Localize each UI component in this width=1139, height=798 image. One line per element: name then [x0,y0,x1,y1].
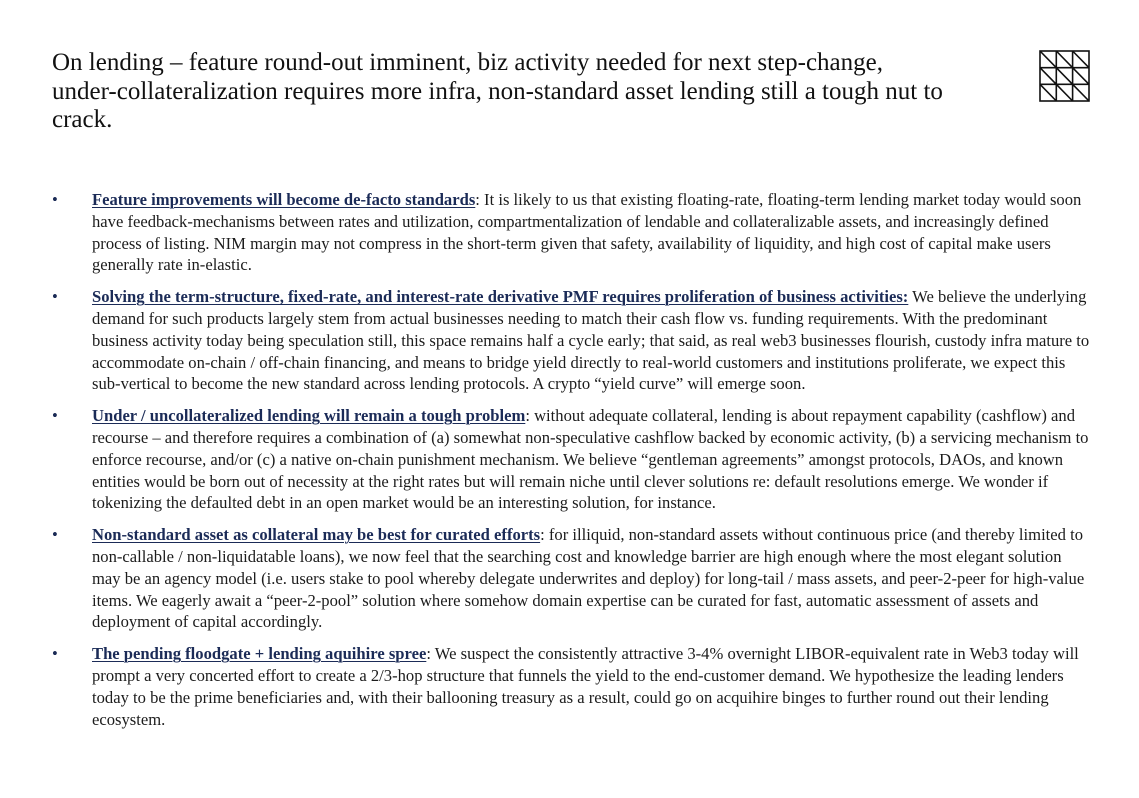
list-item [52,405,1092,514]
bullet-marker: • [52,287,58,307]
grid-logo-icon [1039,50,1090,102]
bullet-heading: Under / uncollateralized lending will remain a tough problem [92,406,526,426]
bullet-marker: • [52,190,58,209]
page-title: On lending – feature round-out imminent, biz activity needed for next step-change, under-collateralization requires more infra, non-standard asset lending still a tough nut to crack. [52,49,943,133]
list-item [52,643,1092,730]
bullet-body: : We suspect the consistently attractive 3-4% overnight LIBOR-equivalent rate in Web3 today will prompt a very concerted effort to create a 2/3-hop structure that funnels the yield to the end-customer demand. We hypothesize the leading lenders today to be the prime beneficiaries and, with their ballooning treasury as a result, could go on acquihire binges to further round out their lending ecosystem. [92,644,1079,729]
list-item [52,189,1092,276]
bullet-marker: • [52,406,58,426]
bullet-heading: Solving the term-structure, fixed-rate, and interest-rate derivative PMF requires proliferation of business activities: [92,287,909,307]
bullet-body: : without adequate collateral, lending is about repayment capability (cashflow) and recourse – and therefore requires a combination of (a) somewhat non-speculative cashflow backed by economic activity, (b) a servicing mechanism to enforce recourse, and/or (c) a native on-chain punishment mechanism. We believe “gentleman agreements” amongst protocols, DAOs, and known entities would be born out of necessity at the right rates but will remain niche until clever solutions re: default resolutions emerge. We wonder if tokenizing the defaulted debt in an open market would be an interesting solution, for instance. [92,406,1089,513]
bullet-marker: • [52,525,58,545]
bullet-heading: Non-standard asset as collateral may be best for curated efforts [92,525,541,545]
bullet-body: : It is likely to us that existing floating-rate, floating-term lending market today would soon have feedback-mechanisms between rates and utilization, compartmentalization of lendable and collateralizable assets, and increasingly defined process of listing. NIM margin may not compress in the short-term given that safety, availability of liquidity, and high cost of capital make users generally rate in-elastic. [92,190,1082,275]
bullet-list [52,189,1092,740]
bullet-heading: The pending floodgate + lending aquihire spree [92,644,427,664]
bullet-body: : for illiquid, non-standard assets without continuous price (and thereby limited to non-callable / non-liquidatable loans), we now feel that the searching cost and knowledge barrier are high enough where the most elegant solution may be an agency model (i.e. users stake to pool whereby delegate underwrites and deploy) for long-tail / mass assets, and peer-2-peer for high-value items. We eagerly await a “peer-2-pool” solution where somehow domain expertise can be curated for fast, automatic assessment of assets and deployment of capital accordingly. [92,525,1085,632]
bullet-marker: • [52,644,58,664]
list-item [52,286,1092,395]
bullet-body: We believe the underlying demand for such products largely stem from actual businesses needing to match their cash flow vs. funding requirements. With the predominant business activity today being speculation still, this space remains half a cycle early; that said, as real web3 businesses flourish, custody infra mature to accommodate on-chain / off-chain financing, and means to bridge yield directly to real-world customers and institutions proliferate, we expect this sub-vertical to become the new standard across lending protocols. A crypto “yield curve” will emerge soon. [92,287,1090,394]
list-item [52,524,1092,633]
bullet-heading: Feature improvements will become de-facto standards [92,190,476,209]
